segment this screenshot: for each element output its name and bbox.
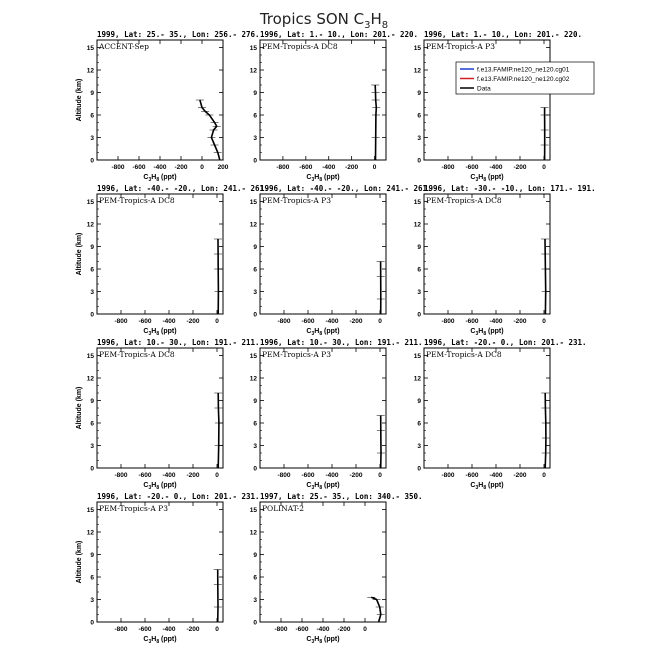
y-tick-label: 0 xyxy=(90,619,94,627)
y-tick-label: 9 xyxy=(90,90,94,97)
x-tick-label: -600 xyxy=(138,472,152,479)
panel-header: 1996, Lat: -30.- -10., Lon: 171.- 191. xyxy=(424,184,596,193)
x-tick-label: -600 xyxy=(301,472,315,479)
plot-frame xyxy=(424,194,550,314)
y-tick-label: 6 xyxy=(417,266,421,274)
y-tick-label: 15 xyxy=(86,199,94,206)
x-tick-label: -600 xyxy=(465,472,479,479)
x-axis-label: $C_3H_8$ (ppt) xyxy=(306,174,340,183)
x-tick-label: 0 xyxy=(372,164,377,171)
y-tick-label: 3 xyxy=(90,443,94,450)
x-tick-label: -200 xyxy=(186,472,200,479)
y-tick-label: 12 xyxy=(249,375,257,383)
panel-header: 1996, Lat: -40.- -20., Lon: 241.- 261. xyxy=(97,184,269,193)
x-tick-label: -800 xyxy=(441,472,455,479)
x-tick-label: 0 xyxy=(363,626,367,633)
y-tick-label: 15 xyxy=(249,199,257,206)
y-tick-label: 9 xyxy=(90,244,94,251)
x-tick-label: -200 xyxy=(513,318,527,325)
y-tick-label: 9 xyxy=(90,552,94,559)
y-tick-label: 12 xyxy=(413,67,421,75)
y-tick-label: 3 xyxy=(90,597,94,604)
x-tick-label: -800 xyxy=(441,318,455,325)
x-tick-label: 0 xyxy=(378,472,382,479)
plot-frame xyxy=(97,502,223,622)
mission-label: PEM-Tropics-A DC8 xyxy=(262,42,338,51)
y-tick-label: 6 xyxy=(253,112,257,120)
x-tick-label: -400 xyxy=(325,318,339,325)
y-tick-label: 15 xyxy=(86,353,94,360)
x-tick-label: -600 xyxy=(138,626,152,633)
y-tick-label: 12 xyxy=(249,529,257,537)
plot-frame xyxy=(424,348,550,468)
x-tick-label: -800 xyxy=(114,626,128,633)
x-tick-label: -800 xyxy=(114,472,128,479)
y-tick-label: 3 xyxy=(417,135,421,142)
y-tick-label: 15 xyxy=(413,199,421,206)
x-tick-label: -200 xyxy=(349,472,363,479)
y-axis-label: Altitude (km) xyxy=(76,232,83,276)
y-tick-label: 12 xyxy=(86,375,94,383)
y-tick-label: 0 xyxy=(90,311,94,319)
y-tick-label: 15 xyxy=(86,45,94,52)
mission-label: PEM-Tropics-A DC8 xyxy=(99,196,175,205)
figure-title: Tropics SON $C_3H_8$ xyxy=(259,10,389,31)
y-tick-label: 0 xyxy=(90,157,94,165)
panel-2 xyxy=(250,30,418,183)
panel-header: 1996, Lat: -40.- -20., Lon: 241.- 261. xyxy=(260,184,432,193)
x-tick-label: 0 xyxy=(215,318,219,325)
y-tick-label: 9 xyxy=(253,552,257,559)
mission-label: PEM-Tropics-A P3 xyxy=(262,196,331,205)
x-tick-label: -200 xyxy=(345,164,359,171)
y-tick-label: 9 xyxy=(417,90,421,97)
y-tick-label: 12 xyxy=(249,221,257,229)
y-tick-label: 15 xyxy=(413,353,421,360)
x-axis-label: $C_3H_8$ (ppt) xyxy=(143,636,177,645)
x-tick-label: -400 xyxy=(489,318,503,325)
data-profile-line xyxy=(545,393,546,468)
y-tick-label: 12 xyxy=(86,529,94,537)
panel-1 xyxy=(76,30,260,183)
y-tick-label: 12 xyxy=(413,221,421,229)
y-tick-label: 3 xyxy=(253,597,257,604)
x-axis-label: $C_3H_8$ (ppt) xyxy=(470,328,504,337)
mission-label: PEM-Tropics-A P3 xyxy=(426,42,495,51)
y-tick-label: 9 xyxy=(253,244,257,251)
x-tick-label: -800 xyxy=(114,318,128,325)
y-tick-label: 6 xyxy=(253,574,257,582)
x-tick-label: -200 xyxy=(513,472,527,479)
y-tick-label: 6 xyxy=(253,266,257,274)
x-tick-label: 0 xyxy=(378,318,382,325)
y-tick-label: 15 xyxy=(249,507,257,514)
plot-frame xyxy=(97,40,223,160)
y-tick-label: 0 xyxy=(417,311,421,319)
x-tick-label: -600 xyxy=(301,318,315,325)
y-tick-label: 12 xyxy=(249,67,257,75)
x-tick-label: 0 xyxy=(542,472,546,479)
x-tick-label: 0 xyxy=(215,472,219,479)
y-tick-label: 3 xyxy=(253,443,257,450)
y-tick-label: 9 xyxy=(253,398,257,405)
y-tick-label: 9 xyxy=(253,90,257,97)
y-tick-label: 3 xyxy=(253,135,257,142)
panel-header: 1996, Lat: 1.- 10., Lon: 201.- 220. xyxy=(424,30,583,39)
x-axis-label: $C_3H_8$ (ppt) xyxy=(143,482,177,491)
x-tick-label: -400 xyxy=(162,472,176,479)
y-tick-label: 0 xyxy=(253,465,257,473)
y-tick-label: 6 xyxy=(253,420,257,428)
x-tick-label: -200 xyxy=(513,164,527,171)
y-tick-label: 3 xyxy=(417,289,421,296)
x-tick-label: -800 xyxy=(277,318,291,325)
x-tick-label: -200 xyxy=(337,626,351,633)
x-axis-label: $C_3H_8$ (ppt) xyxy=(143,174,177,183)
panel-header: 1996, Lat: 10.- 30., Lon: 191.- 211. xyxy=(260,338,423,347)
y-tick-label: 3 xyxy=(417,443,421,450)
data-profile-line xyxy=(218,393,219,468)
y-tick-label: 9 xyxy=(417,398,421,405)
x-axis-label: $C_3H_8$ (ppt) xyxy=(306,328,340,337)
data-profile-line xyxy=(545,239,546,314)
x-tick-label: -400 xyxy=(316,626,330,633)
data-profile-line xyxy=(375,85,376,160)
x-tick-label: -800 xyxy=(277,472,291,479)
panel-7 xyxy=(76,338,260,491)
y-tick-label: 0 xyxy=(253,157,257,165)
x-tick-label: -200 xyxy=(174,164,188,171)
x-tick-label: -600 xyxy=(465,164,479,171)
y-tick-label: 6 xyxy=(90,266,94,274)
y-tick-label: 0 xyxy=(253,619,257,627)
x-tick-label: -400 xyxy=(322,164,336,171)
x-tick-label: -200 xyxy=(349,318,363,325)
x-tick-label: -400 xyxy=(162,626,176,633)
y-tick-label: 9 xyxy=(417,244,421,251)
x-tick-label: -600 xyxy=(138,318,152,325)
mission-label: PEM-Tropics-A P3 xyxy=(262,350,331,359)
x-tick-label: -200 xyxy=(186,318,200,325)
panel-11 xyxy=(250,492,423,645)
x-tick-label: -600 xyxy=(299,164,313,171)
y-tick-label: 9 xyxy=(90,398,94,405)
plot-frame xyxy=(260,348,386,468)
x-axis-label: $C_3H_8$ (ppt) xyxy=(306,636,340,645)
legend xyxy=(456,62,594,94)
y-tick-label: 6 xyxy=(417,112,421,120)
panel-4 xyxy=(76,184,269,337)
y-tick-label: 0 xyxy=(417,465,421,473)
plot-frame xyxy=(260,502,386,622)
x-axis-label: $C_3H_8$ (ppt) xyxy=(306,482,340,491)
y-tick-label: 6 xyxy=(90,420,94,428)
panel-header: 1996, Lat: 1.- 10., Lon: 201.- 220. xyxy=(260,30,419,39)
panel-header: 1996, Lat: -20.- 0., Lon: 201.- 231. xyxy=(97,492,260,501)
x-tick-label: -600 xyxy=(132,164,146,171)
y-tick-label: 3 xyxy=(90,135,94,142)
x-tick-label: -800 xyxy=(441,164,455,171)
x-tick-label: -400 xyxy=(153,164,167,171)
mission-label: PEM-Tropics-A DC8 xyxy=(426,350,502,359)
plot-frame xyxy=(260,40,386,160)
panel-header: 1999, Lat: 25.- 35., Lon: 256.- 276. xyxy=(97,30,260,39)
data-profile-line xyxy=(371,597,381,622)
x-axis-label: $C_3H_8$ (ppt) xyxy=(470,174,504,183)
y-tick-label: 3 xyxy=(90,289,94,296)
y-tick-label: 15 xyxy=(249,353,257,360)
y-axis-label: Altitude (km) xyxy=(76,386,83,430)
mission-label: ACCENT-Sep xyxy=(99,42,149,51)
plot-frame xyxy=(97,194,223,314)
plot-frame xyxy=(424,40,550,160)
y-tick-label: 0 xyxy=(253,311,257,319)
plot-frame xyxy=(97,348,223,468)
y-tick-label: 6 xyxy=(90,574,94,582)
y-tick-label: 15 xyxy=(249,45,257,52)
x-tick-label: -400 xyxy=(489,164,503,171)
x-tick-label: -400 xyxy=(325,472,339,479)
x-tick-label: -800 xyxy=(111,164,125,171)
x-tick-label: -200 xyxy=(186,626,200,633)
x-tick-label: 0 xyxy=(542,164,546,171)
y-tick-label: 0 xyxy=(417,157,421,165)
panel-10 xyxy=(76,492,260,645)
x-tick-label: -400 xyxy=(489,472,503,479)
y-axis-label: Altitude (km) xyxy=(76,78,83,122)
x-tick-label: 0 xyxy=(215,626,219,633)
x-tick-label: 200 xyxy=(217,164,229,171)
y-tick-label: 12 xyxy=(413,375,421,383)
y-tick-label: 6 xyxy=(90,112,94,120)
y-tick-label: 3 xyxy=(253,289,257,296)
panel-header: 1996, Lat: -20.- 0., Lon: 201.- 231. xyxy=(424,338,587,347)
mission-label: POLINAT-2 xyxy=(262,504,305,513)
panel-header: 1997, Lat: 25.- 35., Lon: 340.- 350. xyxy=(260,492,423,501)
legend-label: f.e13.FAMIP.ne120_ne120.cg01 xyxy=(477,66,570,74)
panel-header: 1996, Lat: 10.- 30., Lon: 191.- 211. xyxy=(97,338,260,347)
y-axis-label: Altitude (km) xyxy=(76,540,83,584)
panel-3 xyxy=(414,30,594,183)
mission-label: PEM-Tropics-A DC8 xyxy=(99,350,175,359)
x-axis-label: $C_3H_8$ (ppt) xyxy=(143,328,177,337)
x-tick-label: -600 xyxy=(465,318,479,325)
x-tick-label: -400 xyxy=(162,318,176,325)
y-tick-label: 12 xyxy=(86,221,94,229)
panel-9 xyxy=(414,338,587,491)
x-tick-label: 0 xyxy=(200,164,204,171)
panels-grid xyxy=(76,30,596,645)
legend-label: f.e13.FAMIP.ne120_ne120.cg02 xyxy=(477,76,570,83)
y-tick-label: 12 xyxy=(86,67,94,75)
y-tick-label: 15 xyxy=(413,45,421,52)
legend-label: Data xyxy=(477,85,491,93)
panel-8 xyxy=(250,338,423,491)
x-tick-label: -600 xyxy=(295,626,309,633)
y-tick-label: 15 xyxy=(86,507,94,514)
x-tick-label: 0 xyxy=(542,318,546,325)
mission-label: PEM-Tropics-A DC8 xyxy=(426,196,502,205)
x-axis-label: $C_3H_8$ (ppt) xyxy=(470,482,504,491)
panel-5 xyxy=(250,184,432,337)
y-tick-label: 0 xyxy=(90,465,94,473)
mission-label: PEM-Tropics-A P3 xyxy=(99,504,168,513)
x-tick-label: -800 xyxy=(274,626,288,633)
x-tick-label: -800 xyxy=(276,164,290,171)
panel-6 xyxy=(414,184,596,337)
plot-frame xyxy=(260,194,386,314)
y-tick-label: 6 xyxy=(417,420,421,428)
